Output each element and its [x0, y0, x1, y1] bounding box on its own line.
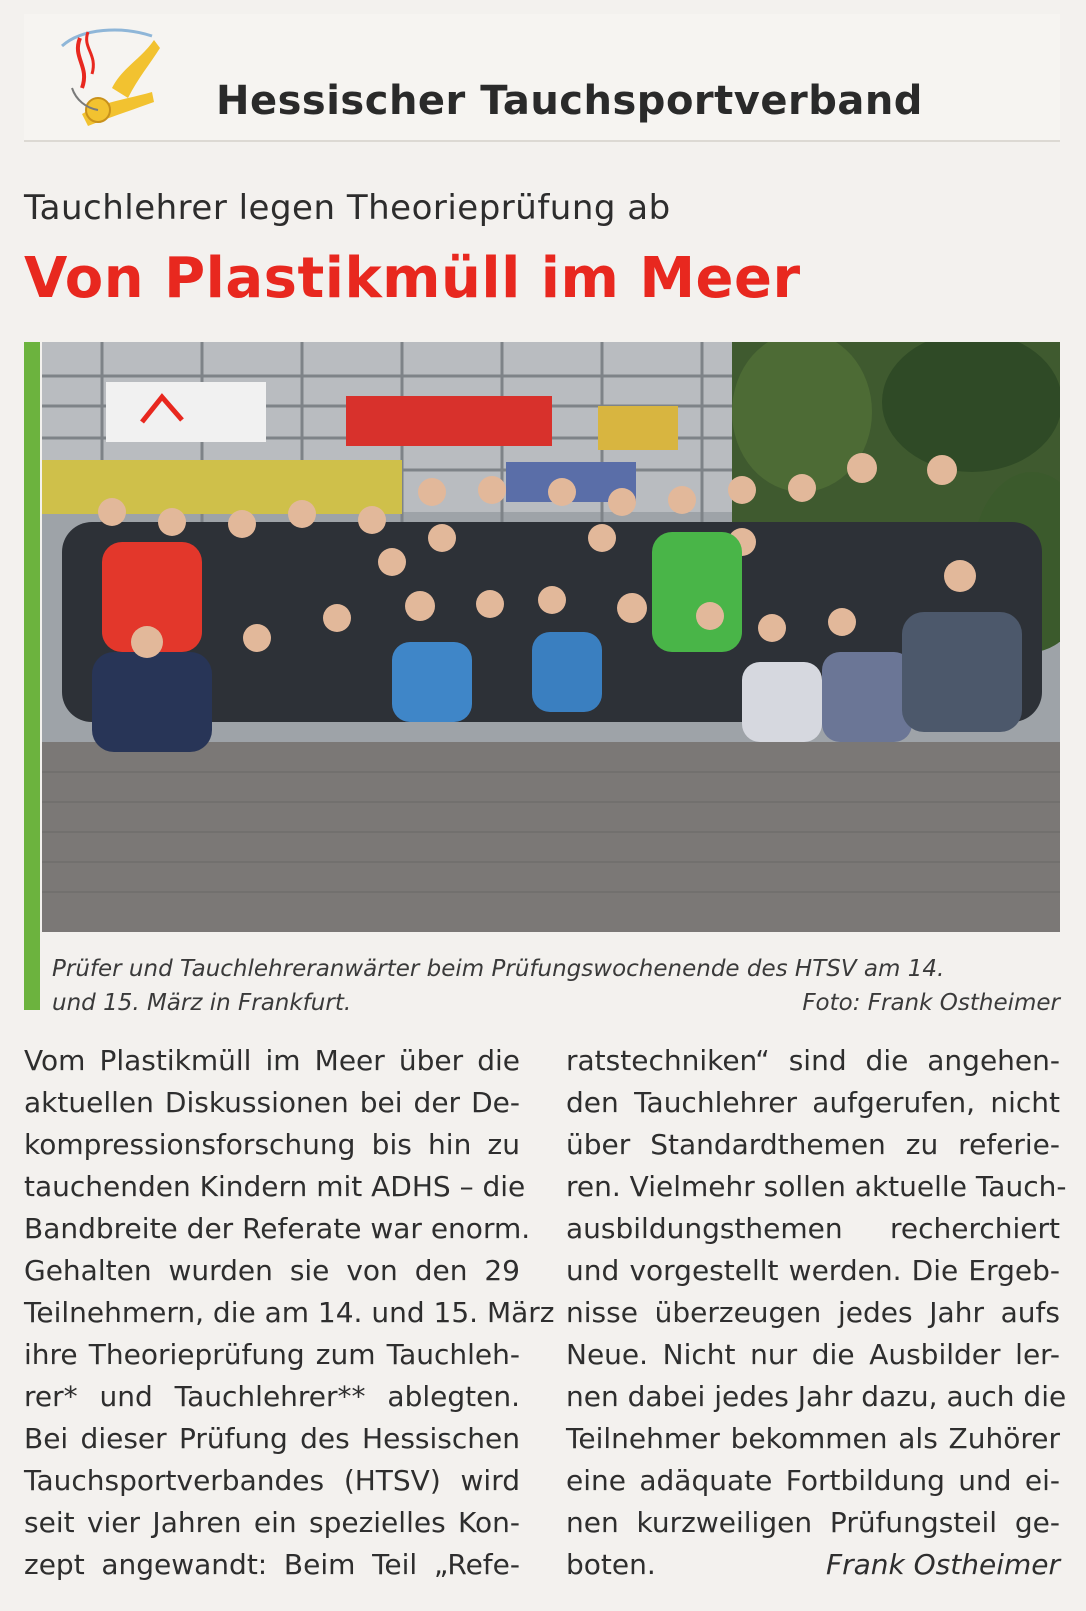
body-line: nen dabei jedes Jahr dazu, auch die [566, 1380, 1067, 1413]
body-line: nen kurzweiligen Prüfungsteil ge- [566, 1506, 1060, 1539]
diver-logo-icon [42, 18, 172, 138]
page-header [24, 14, 1060, 142]
body-line-last: boten. [566, 1548, 656, 1581]
body-line: Tauchsportverbandes (HTSV) wird [24, 1464, 520, 1497]
body-column-left [24, 1040, 555, 1586]
body-line: ausbildungsthemen recherchiert [566, 1212, 1060, 1245]
photo-caption [52, 952, 1060, 1020]
body-line: Bandbreite der Referate war enorm. [24, 1212, 531, 1245]
body-line: ratstechniken“ sind die angehen- [566, 1044, 1060, 1077]
body-line: Gehalten wurden sie von den 29 [24, 1254, 520, 1287]
body-line: Vom Plastikmüll im Meer über die [24, 1044, 520, 1077]
body-line: nisse überzeugen jedes Jahr aufs [566, 1296, 1060, 1329]
caption-line-2: und 15. März in Frankfurt. [52, 990, 352, 1016]
body-line: tauchenden Kindern mit ADHS – die [24, 1170, 526, 1203]
group-photo [42, 342, 1060, 932]
closing-line [566, 1544, 1060, 1586]
accent-bar [24, 342, 40, 1010]
body-line: seit vier Jahren ein spezielles Kon- [24, 1506, 520, 1539]
body-line: Neue. Nicht nur die Ausbilder ler- [566, 1338, 1060, 1371]
body-line: Bei dieser Prüfung des Hessischen [24, 1422, 520, 1455]
caption-line-1: Prüfer und Tauchlehreranwärter beim Prüfungswochenende des HTSV am 14. [52, 956, 945, 982]
body-line: aktuellen Diskussionen bei der De- [24, 1086, 520, 1119]
body-line: den Tauchlehrer aufgerufen, nicht [566, 1086, 1060, 1119]
body-line: Teilnehmer bekommen als Zuhörer [566, 1422, 1060, 1455]
article-author: Frank Ostheimer [825, 1548, 1060, 1581]
body-line: und vorgestellt werden. Die Ergeb- [566, 1254, 1060, 1287]
body-line: kompressionsforschung bis hin zu [24, 1128, 520, 1161]
body-line: ren. Vielmehr sollen aktuelle Tauch- [566, 1170, 1067, 1203]
body-line: ihre Theorieprüfung zum Tauchleh- [24, 1338, 520, 1371]
body-line: rer* und Tauchlehrer** ablegten. [24, 1380, 520, 1413]
organization-name: Hessischer Tauchsportverband [216, 78, 923, 124]
body-line: Teilnehmern, die am 14. und 15. März [24, 1296, 555, 1329]
article-headline: Von Plastikmüll im Meer [24, 246, 801, 311]
body-line: zept angewandt: Beim Teil „Refe- [24, 1548, 520, 1581]
article-kicker: Tauchlehrer legen Theorieprüfung ab [24, 188, 671, 228]
body-column-right [566, 1040, 1067, 1586]
photo-credit: Foto: Frank Ostheimer [802, 990, 1060, 1016]
body-line: eine adäquate Fortbildung und ei- [566, 1464, 1060, 1497]
body-line: über Standardthemen zu referie- [566, 1128, 1060, 1161]
